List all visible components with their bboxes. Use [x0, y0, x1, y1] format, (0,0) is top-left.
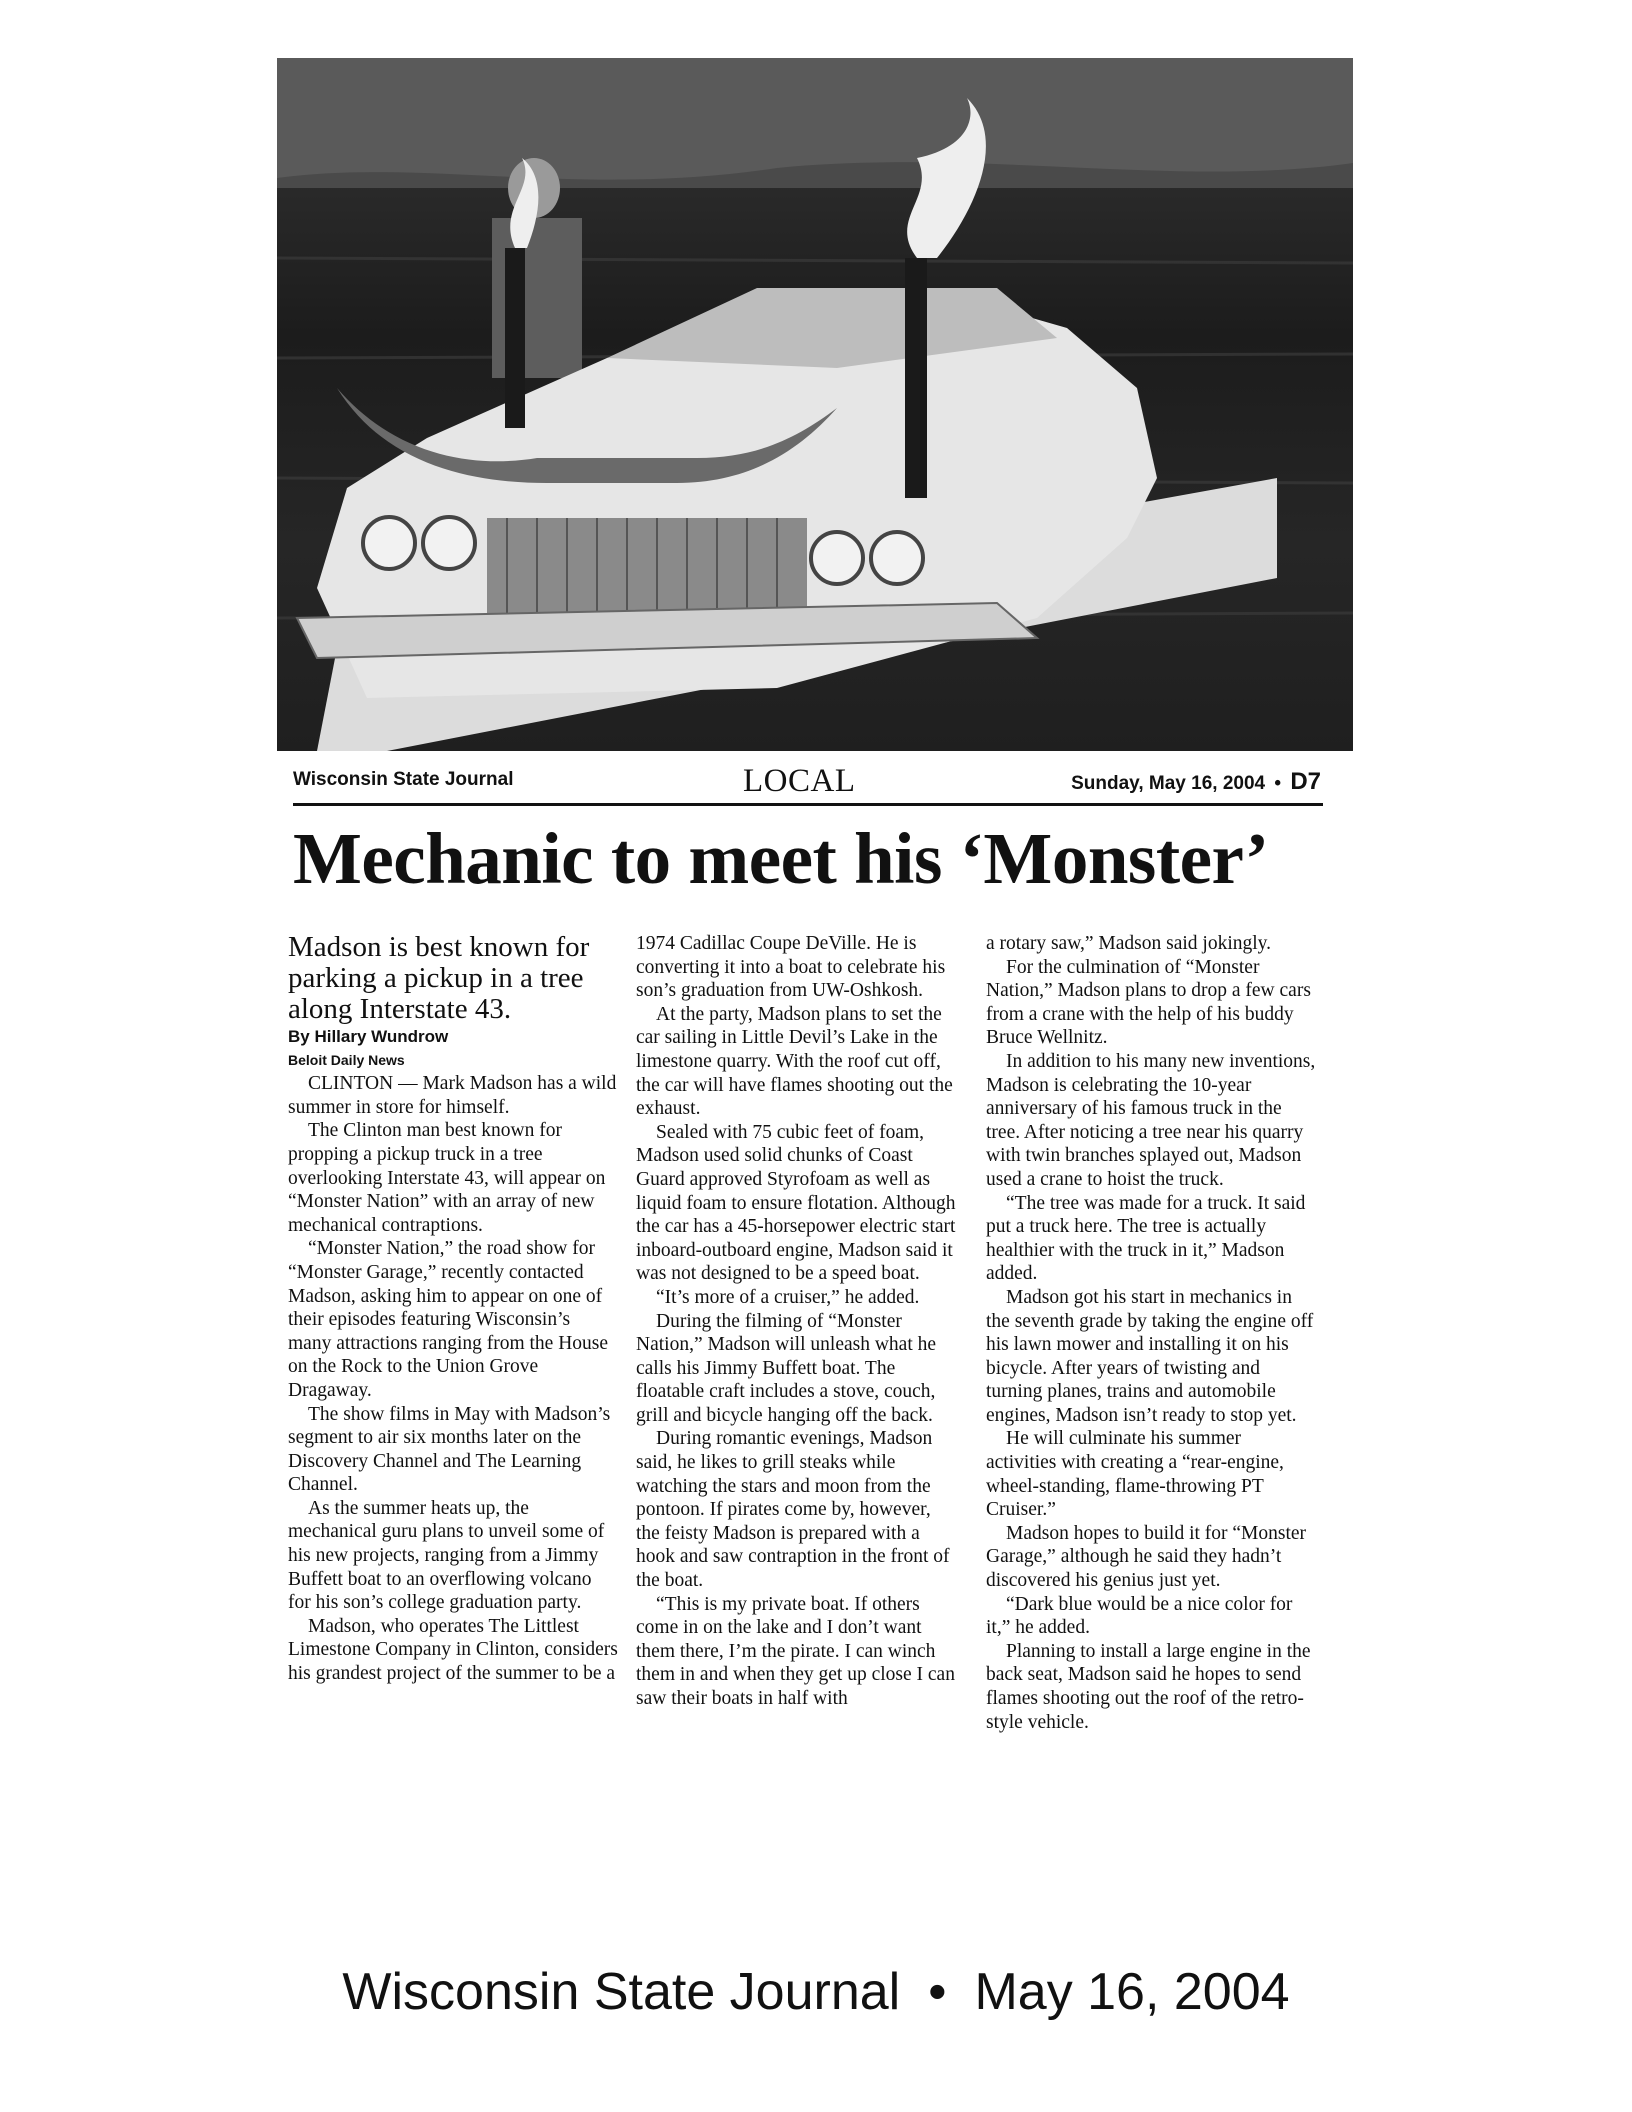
paragraph: Madson got his start in mechanics in the seventh grade by taking the engine off his lawn mower and installing it on his bicycle. After years of twisting and turning planes, trains and automobile engines, Madson isn’t ready to stop yet. [986, 1286, 1314, 1426]
paragraph: Madson hopes to build it for “Monster Garage,” although he said they hadn’t discovered his genius just yet. [986, 1522, 1307, 1592]
headline: Mechanic to meet his ‘Monster’ [293, 818, 1269, 899]
paragraph: “Monster Nation,” the road show for “Monster Garage,” recently contacted Madson, asking him to appear on one of their episodes featuring Wisconsin’s many attractions ranging from the House on the Rock to the Union Grove Dragaway. [288, 1238, 609, 1401]
paragraph: 1974 Cadillac Coupe DeVille. He is converting it into a boat to celebrate his son’s graduation from UW-Oshkosh. [636, 933, 946, 1002]
masthead-date-page [1071, 768, 1321, 796]
masthead-section: LOCAL [743, 763, 856, 799]
caption-separator: • [928, 1963, 947, 2021]
article-column-1 [288, 932, 618, 1686]
paragraph: “It’s more of a cruiser,” he added. [656, 1286, 920, 1308]
paragraph: He will culminate his summer activities with creating a “rear-engine, wheel-standing, flame-throwing PT Cruiser.” [986, 1428, 1284, 1521]
paragraph: At the party, Madson plans to set the car sailing in Little Devil’s Lake in the limestone quarry. With the roof cut off, the car will have flames shooting out the exhaust. [636, 1003, 953, 1120]
paragraph: The show films in May with Madson’s segment to air six months later on the Discovery Channel and The Learning Channel. [288, 1403, 611, 1496]
masthead-bullet: • [1274, 773, 1282, 794]
cadillac-boat-photo [277, 58, 1353, 751]
masthead-date: Sunday, May 16, 2004 [1071, 773, 1266, 794]
source-caption [0, 1962, 1632, 2022]
masthead-rule [293, 803, 1323, 806]
caption-paper: Wisconsin State Journal [342, 1963, 901, 2021]
paragraph: During romantic evenings, Madson said, he likes to grill steaks while watching the stars and moon from the pontoon. If pirates come by, however, the feisty Madson is prepared with a hook and saw contraption in the front of the boat. [636, 1428, 950, 1592]
masthead-page-number: D7 [1290, 768, 1321, 795]
paragraph: CLINTON — Mark Madson has a wild summer in store for himself. [288, 1073, 617, 1118]
paragraph: a rotary saw,” Madson said jokingly. [986, 933, 1272, 954]
paragraph: In addition to his many new inventions, Madson is celebrating the 10-year anniversary of his famous truck in the tree. After noticing a tree near his quarry with twin branches splayed out, Madson used a crane to hoist the truck. [986, 1050, 1316, 1190]
masthead [293, 763, 1333, 803]
paragraph: Sealed with 75 cubic feet of foam, Madson used solid chunks of Coast Guard approved Styrofoam as well as liquid foam to ensure flotation. Although the car has a 45-horsepower electric start inboard-outboard engine, Madson said it was not designed to be a speed boat. [636, 1121, 956, 1285]
byline: By Hillary Wundrow [288, 1027, 449, 1046]
paragraph: Madson, who operates The Littlest Limestone Company in Clinton, considers his grandest project of the summer to be a [288, 1615, 618, 1685]
paragraph: The Clinton man best known for propping a pickup truck in a tree overlooking Interstate 43, will appear on “Monster Nation” with an array of new mechanical contraptions. [288, 1120, 606, 1236]
caption-date: May 16, 2004 [974, 1963, 1290, 2021]
article-column-3 [986, 932, 1316, 1734]
article-column-2 [636, 932, 958, 1711]
paragraph: “This is my private boat. If others come in on the lake and I don’t want them there, I’m the pirate. I can winch them in and when they get up close I can saw their boats in half with [636, 1593, 955, 1709]
deck: Madson is best known for parking a pickup in a tree along Interstate 43. [288, 931, 590, 1025]
paragraph: For the culmination of “Monster Nation,” Madson plans to drop a few cars from a crane with the help of his buddy Bruce Wellnitz. [986, 956, 1311, 1049]
paragraph: Planning to install a large engine in the back seat, Madson said he hopes to send flames shooting out the roof of the retro-style vehicle. [986, 1640, 1311, 1733]
masthead-paper-name: Wisconsin State Journal [293, 769, 514, 790]
paragraph: During the filming of “Monster Nation,” Madson will unleash what he calls his Jimmy Buffett boat. The floatable craft includes a stove, couch, grill and bicycle hanging off the back. [636, 1310, 937, 1426]
byline-source: Beloit Daily News [288, 1051, 405, 1068]
paragraph: “Dark blue would be a nice color for it,” he added. [986, 1593, 1293, 1639]
paragraph: “The tree was made for a truck. It said put a truck here. The tree is actually healthier with the truck in it,” Madson added. [986, 1192, 1306, 1285]
paragraph: As the summer heats up, the mechanical guru plans to unveil some of his new projects, ranging from a Jimmy Buffett boat to an overflowing volcano for his son’s college graduation party. [288, 1497, 605, 1614]
article-photo [277, 58, 1353, 751]
